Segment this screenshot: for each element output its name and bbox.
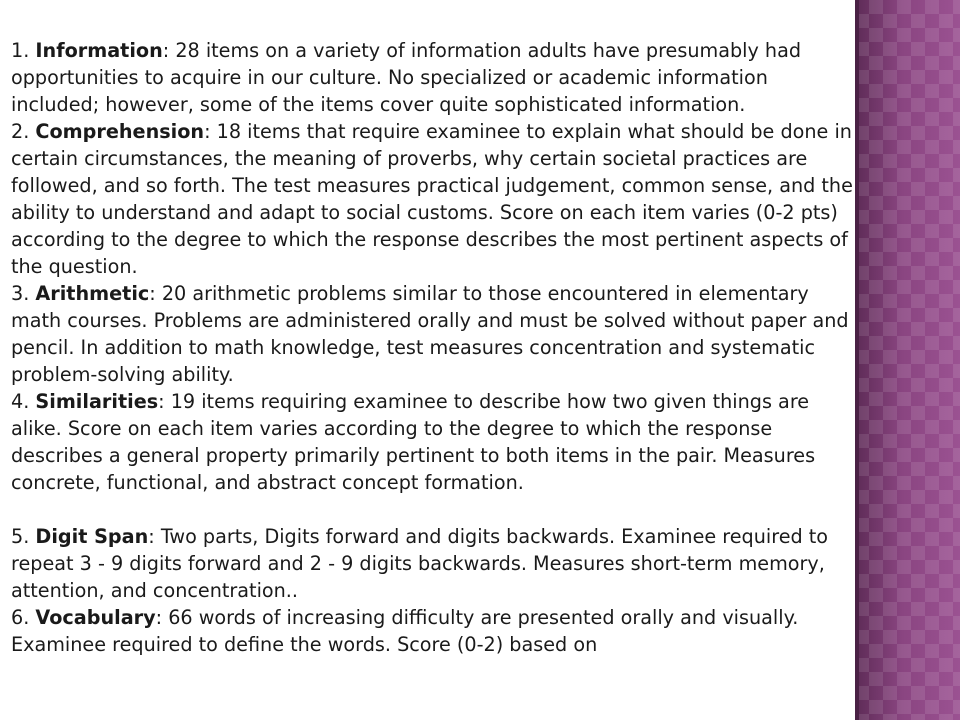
list-item-digit-span: 5. Digit Span: Two parts, Digits forward and digits backwards. Examinee required to repeat 3 - 9 digits forward and 2 - 9 digits backwards. Measures short-term memory, attention, and concentration..	[11, 525, 829, 602]
item-term: Digit Span	[35, 525, 149, 548]
item-term: Information	[35, 39, 163, 62]
item-term: Comprehension	[35, 120, 205, 143]
decorative-side-bar	[855, 0, 960, 720]
list-item-comprehension: 2. Comprehension: 18 items that require examinee to explain what should be done in certain circumstances, the meaning of proverbs, why certain societal practices are followed, and so forth. The test measures practical judgement, common sense, and the ability to understand and adapt to social customs. Score on each item varies (0-2 pts) according to the degree to which the response describes the most pertinent aspects of the question.	[11, 120, 853, 278]
side-bar-edge	[855, 0, 859, 720]
item-term: Vocabulary	[35, 606, 156, 629]
item-term: Arithmetic	[35, 282, 150, 305]
list-item-similarities: 4. Similarities: 19 items requiring examinee to describe how two given things are alike. Score on each item varies according to the degree to which the response describes a general property primarily pertinent to both items in the pair. Measures concrete, functional, and abstract concept formation.	[11, 390, 816, 494]
list-item-arithmetic: 3. Arithmetic: 20 arithmetic problems similar to those encountered in elementary math courses. Problems are administered orally and must be solved without paper and pencil. In addition to math knowledge, test measures concentration and systematic problem-solving ability.	[11, 282, 849, 386]
list-item-information: 1. Information: 28 items on a variety of information adults have presumably had opportunities to acquire in our culture. No specialized or academic information included; however, some of the items cover quite sophisticated information.	[11, 39, 802, 116]
slide-body	[11, 37, 856, 658]
list-item-vocabulary: 6. Vocabulary: 66 words of increasing difficulty are presented orally and visually. Examinee required to define the words. Score (0-2) based on	[11, 606, 799, 656]
item-term: Similarities	[35, 390, 159, 413]
